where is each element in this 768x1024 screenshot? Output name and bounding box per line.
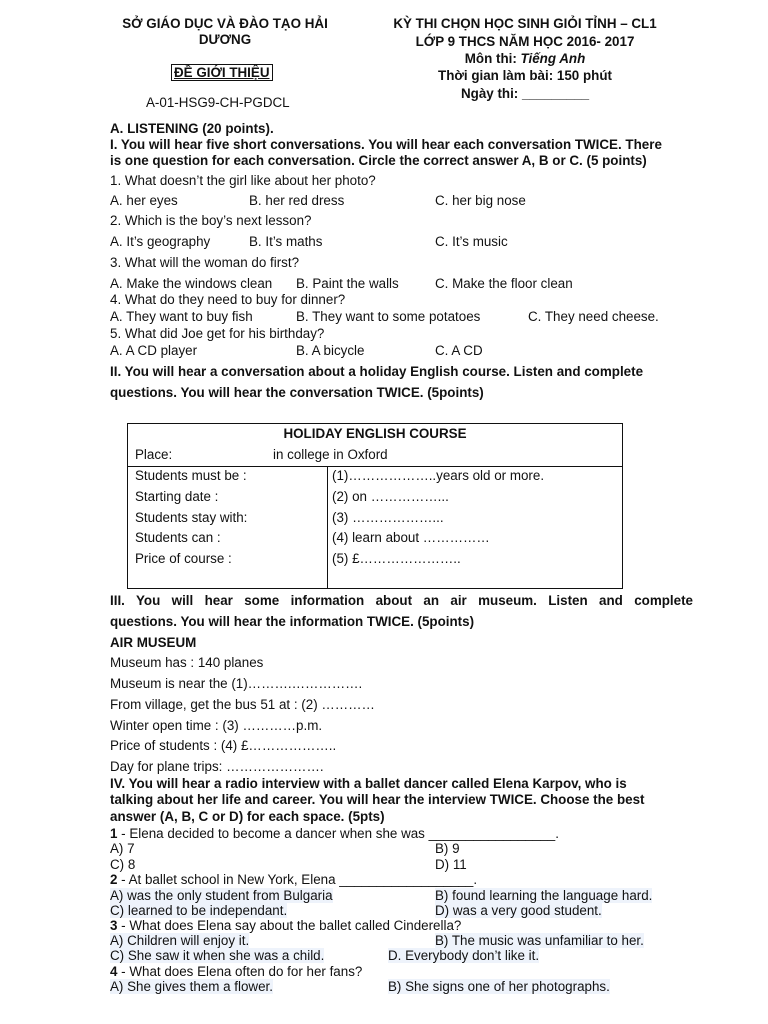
air-museum-title: AIR MUSEUM xyxy=(110,635,197,650)
q3-option-c: C. Make the floor clean xyxy=(435,276,573,291)
subject-label: Môn thi: xyxy=(464,51,521,66)
q4-option-b: B. They want to some potatoes xyxy=(296,309,481,324)
grade-year: LỚP 9 THCS NĂM HỌC 2016- 2017 xyxy=(415,34,635,49)
q2-option-b: B. It’s maths xyxy=(249,234,323,249)
intro-label: ĐỀ GIỚI THIỆU xyxy=(171,64,273,81)
question-1: 1. What doesn’t the girl like about her photo? xyxy=(110,173,376,188)
p4-q3-number: 3 xyxy=(110,918,118,933)
course-row-value: (2) on ……………... xyxy=(332,489,449,504)
q3-option-a: A. Make the windows clean xyxy=(110,276,273,291)
q1-option-c: C. her big nose xyxy=(435,193,526,208)
course-row-value: (1)………………..years old or more. xyxy=(332,468,545,483)
q5-option-b: B. A bicycle xyxy=(296,343,365,358)
p4-q3-option-b: B) The music was unfamiliar to her. xyxy=(435,933,644,948)
q1-option-a: A. her eyes xyxy=(110,193,178,208)
q1-option-b: B. her red dress xyxy=(249,193,345,208)
place-value: in college in Oxford xyxy=(273,447,388,462)
part1-instruction-2: is one question for each conversation. Circle the correct answer A, B or C. (5 points) xyxy=(110,153,647,168)
p4-q3-option-d: D. Everybody don’t like it. xyxy=(388,948,540,963)
part1-instruction-1: I. You will hear five short conversations. You will hear each conversation TWICE. There xyxy=(110,137,662,152)
p4-q4-option-a: A) She gives them a flower. xyxy=(110,979,273,994)
section-a-title: A. LISTENING (20 points). xyxy=(110,121,274,136)
p4-question-3 xyxy=(110,918,461,933)
exam-date: Ngày thi: _________ xyxy=(460,86,590,101)
p4-q1-option-c: C) 8 xyxy=(110,857,136,872)
course-row-value: (5) £………………….. xyxy=(332,551,461,566)
p4-q1-option-b: B) 9 xyxy=(435,841,460,856)
p4-q1-option-a: A) 7 xyxy=(110,841,135,856)
museum-item: Price of students : (4) £……………….. xyxy=(110,738,337,753)
p4-q2-option-a: A) was the only student from Bulgaria xyxy=(110,888,333,903)
q4-option-a: A. They want to buy fish xyxy=(110,309,253,324)
exam-code: A-01-HSG9-CH-PGDCL xyxy=(146,95,290,110)
p4-q4-text: - What does Elena often do for her fans? xyxy=(117,964,363,979)
p4-q2-option-b: B) found learning the language hard. xyxy=(435,888,653,903)
course-row-label: Starting date : xyxy=(135,489,219,504)
q3-option-b: B. Paint the walls xyxy=(296,276,399,291)
course-row-label: Students can : xyxy=(135,530,221,545)
subject-value: Tiếng Anh xyxy=(520,51,586,66)
p4-q3-option-c: C) She saw it when she was a child. xyxy=(110,948,325,963)
p4-q4-option-b: B) She signs one of her photographs. xyxy=(388,979,610,994)
part4-instruction-3: answer (A, B, C or D) for each space. (5pts) xyxy=(110,809,385,824)
p4-q2-text: - At ballet school in New York, Elena __________________. xyxy=(117,872,478,887)
p4-question-2 xyxy=(110,872,477,887)
museum-item: From village, get the bus 51 at : (2) ………… xyxy=(110,697,375,712)
question-3: 3. What will the woman do first? xyxy=(110,255,300,270)
p4-q3-option-a: A) Children will enjoy it. xyxy=(110,933,250,948)
part4-instruction-2: talking about her life and career. You will hear the interview TWICE. Choose the best xyxy=(110,792,645,807)
exam-title: KỲ THI CHỌN HỌC SINH GIỎI TỈNH – CL1 xyxy=(393,16,657,31)
p4-q1-number: 1 xyxy=(110,826,118,841)
part2-instruction-2: questions. You will hear the conversation TWICE. (5points) xyxy=(110,385,484,400)
p4-q4-number: 4 xyxy=(110,964,118,979)
q2-option-c: C. It’s music xyxy=(435,234,508,249)
subject-line xyxy=(370,51,680,66)
p4-q1-text: - Elena decided to become a dancer when she was _________________. xyxy=(117,826,559,841)
museum-item: Museum has : 140 planes xyxy=(110,655,264,670)
exam-time: Thời gian làm bài: 150 phút xyxy=(438,68,612,83)
table-divider-horizontal xyxy=(127,466,623,467)
course-title: HOLIDAY ENGLISH COURSE xyxy=(283,426,467,441)
museum-item: Museum is near the (1)……….……………. xyxy=(110,676,363,691)
question-5: 5. What did Joe get for his birthday? xyxy=(110,326,325,341)
question-4: 4. What do they need to buy for dinner? xyxy=(110,292,346,307)
p4-q2-option-c: C) learned to be independant. xyxy=(110,903,288,918)
table-divider-vertical xyxy=(327,466,328,589)
museum-item: Winter open time : (3) …………p.m. xyxy=(110,718,323,733)
course-row-value: (4) learn about …………… xyxy=(332,530,490,545)
place-label: Place: xyxy=(135,447,173,462)
part3-instruction-2: questions. You will hear the information TWICE. (5points) xyxy=(110,614,475,629)
question-2: 2. Which is the boy’s next lesson? xyxy=(110,213,312,228)
course-row-value: (3) ………………... xyxy=(332,510,444,525)
p4-q2-option-d: D) was a very good student. xyxy=(435,903,602,918)
course-row-label: Students stay with: xyxy=(135,510,248,525)
course-row-label: Students must be : xyxy=(135,468,247,483)
part4-instruction-1: IV. You will hear a radio interview with a ballet dancer called Elena Karpov, who is xyxy=(110,776,627,791)
p4-q1-option-d: D) 11 xyxy=(435,857,467,872)
p4-question-1 xyxy=(110,826,559,841)
department-line-1: SỞ GIÁO DỤC VÀ ĐÀO TẠO HẢI xyxy=(122,16,328,31)
q2-option-a: A. It’s geography xyxy=(110,234,211,249)
p4-q3-text: - What does Elena say about the ballet called Cinderella? xyxy=(117,918,462,933)
q4-option-c: C. They need cheese. xyxy=(528,309,659,324)
p4-question-4 xyxy=(110,964,362,979)
part3-instruction-1: III. You will hear some information about an air museum. Listen and complete xyxy=(110,593,693,608)
museum-item: Day for plane trips: …………………. xyxy=(110,759,324,774)
course-row-label: Price of course : xyxy=(135,551,232,566)
q5-option-c: C. A CD xyxy=(435,343,483,358)
p4-q2-number: 2 xyxy=(110,872,118,887)
department-line-2: DƯƠNG xyxy=(198,32,252,47)
q5-option-a: A. A CD player xyxy=(110,343,198,358)
part2-instruction-1: II. You will hear a conversation about a holiday English course. Listen and complete xyxy=(110,364,644,379)
